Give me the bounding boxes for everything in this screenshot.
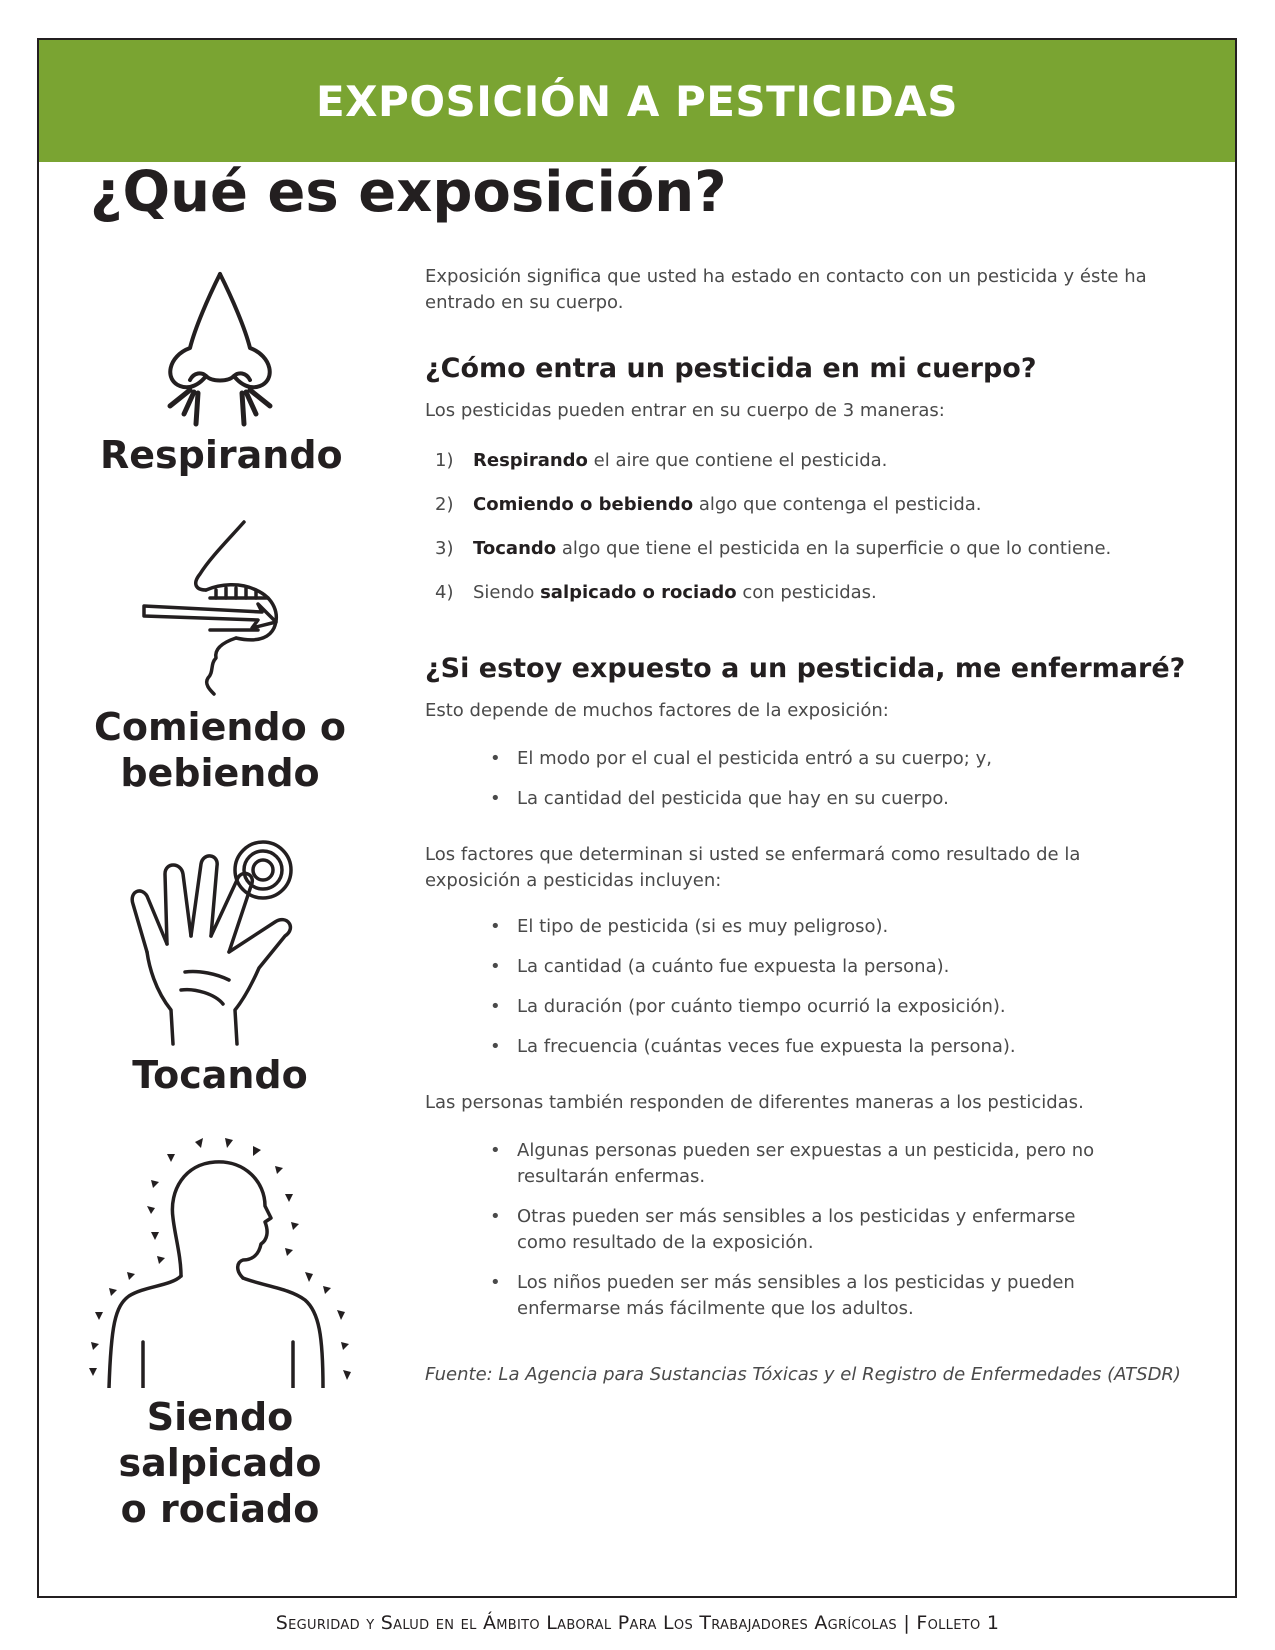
list-item: 2) Comiendo o bebiendo algo que contenga el pesticida.: [435, 494, 982, 515]
icon-caption-splashed-line2: o rociado: [120, 1487, 320, 1531]
title-banner: [39, 40, 1235, 162]
icon-caption-touching: Tocando: [132, 1053, 308, 1097]
hand-icon: [125, 840, 315, 1050]
section2-lead: Esto depende de muchos factores de la exposición:: [425, 700, 889, 721]
list-item: • La duración (por cuánto tiempo ocurrió la exposición).: [490, 994, 1195, 1020]
list-item: • La cantidad del pesticida que hay en su cuerpo.: [490, 786, 1195, 812]
list-item: 1) Respirando el aire que contiene el pesticida.: [435, 450, 888, 471]
mouth-icon: [140, 518, 300, 698]
section2-para3: Las personas también responden de diferentes maneras a los pesticidas.: [425, 1092, 1084, 1113]
page-footer: Seguridad y Salud en el Ámbito Laboral Para Los Trabajadores Agrícolas | Folleto 1: [275, 1612, 1000, 1634]
responses-list: [425, 1138, 1130, 1322]
list-item: • Los niños pueden ser más sensibles a los pesticidas y pueden enfermarse más fácilmente que los adultos.: [490, 1270, 1130, 1322]
list-item: 4) Siendo salpicado o rociado con pesticidas.: [435, 582, 877, 603]
banner-title: EXPOSICIÓN A PESTICIDAS: [315, 76, 959, 126]
icon-block-splashed: [60, 1136, 380, 1532]
icon-block-touching: [100, 840, 340, 1098]
page-title: ¿Qué es exposición?: [90, 160, 727, 225]
icon-caption-eating-line1: Comiendo o: [93, 705, 347, 749]
entry-routes-list: [425, 448, 1195, 606]
list-item: • Algunas personas pueden ser expuestas a un pesticida, pero no resultarán enfermas.: [490, 1138, 1130, 1190]
section2-para2: Los factores que determinan si usted se enfermará como resultado de la exposición a pesticidas incluyen:: [425, 844, 1081, 891]
factors-list-2: [425, 914, 1195, 1060]
section1-heading: ¿Cómo entra un pesticida en mi cuerpo?: [425, 353, 1037, 384]
intro-paragraph: Exposición significa que usted ha estado en contacto con un pesticida y éste ha entrado en su cuerpo.: [425, 266, 1147, 313]
icon-caption-splashed-line1: Siendo salpicado: [118, 1395, 322, 1485]
nose-icon: [150, 268, 290, 430]
section1-lead: Los pesticidas pueden entrar en su cuerpo de 3 maneras:: [425, 400, 945, 421]
list-item: 3) Tocando algo que tiene el pesticida en la superficie o que lo contiene.: [435, 538, 1112, 559]
section2-heading: ¿Si estoy expuesto a un pesticida, me enfermaré?: [425, 653, 1186, 684]
list-item: • La cantidad (a cuánto fue expuesta la persona).: [490, 954, 1195, 980]
icon-caption-eating-line2: bebiendo: [120, 751, 320, 795]
icon-block-eating: [80, 518, 360, 796]
icon-caption-breathing: Respirando: [100, 433, 343, 477]
list-item: • La frecuencia (cuántas veces fue expuesta la persona).: [490, 1034, 1195, 1060]
list-item: • El modo por el cual el pesticida entró a su cuerpo; y,: [490, 746, 1195, 772]
list-item: • Otras pueden ser más sensibles a los pesticidas y enfermarse como resultado de la exposición.: [490, 1204, 1130, 1256]
icon-block-breathing: [100, 268, 343, 478]
source-citation: Fuente: La Agencia para Sustancias Tóxicas y el Registro de Enfermedades (ATSDR): [425, 1364, 1181, 1385]
body-icon: [85, 1136, 355, 1388]
content-column: [425, 264, 1195, 1388]
factors-list-1: [425, 746, 1195, 812]
list-item: • El tipo de pesticida (si es muy peligroso).: [490, 914, 1195, 940]
